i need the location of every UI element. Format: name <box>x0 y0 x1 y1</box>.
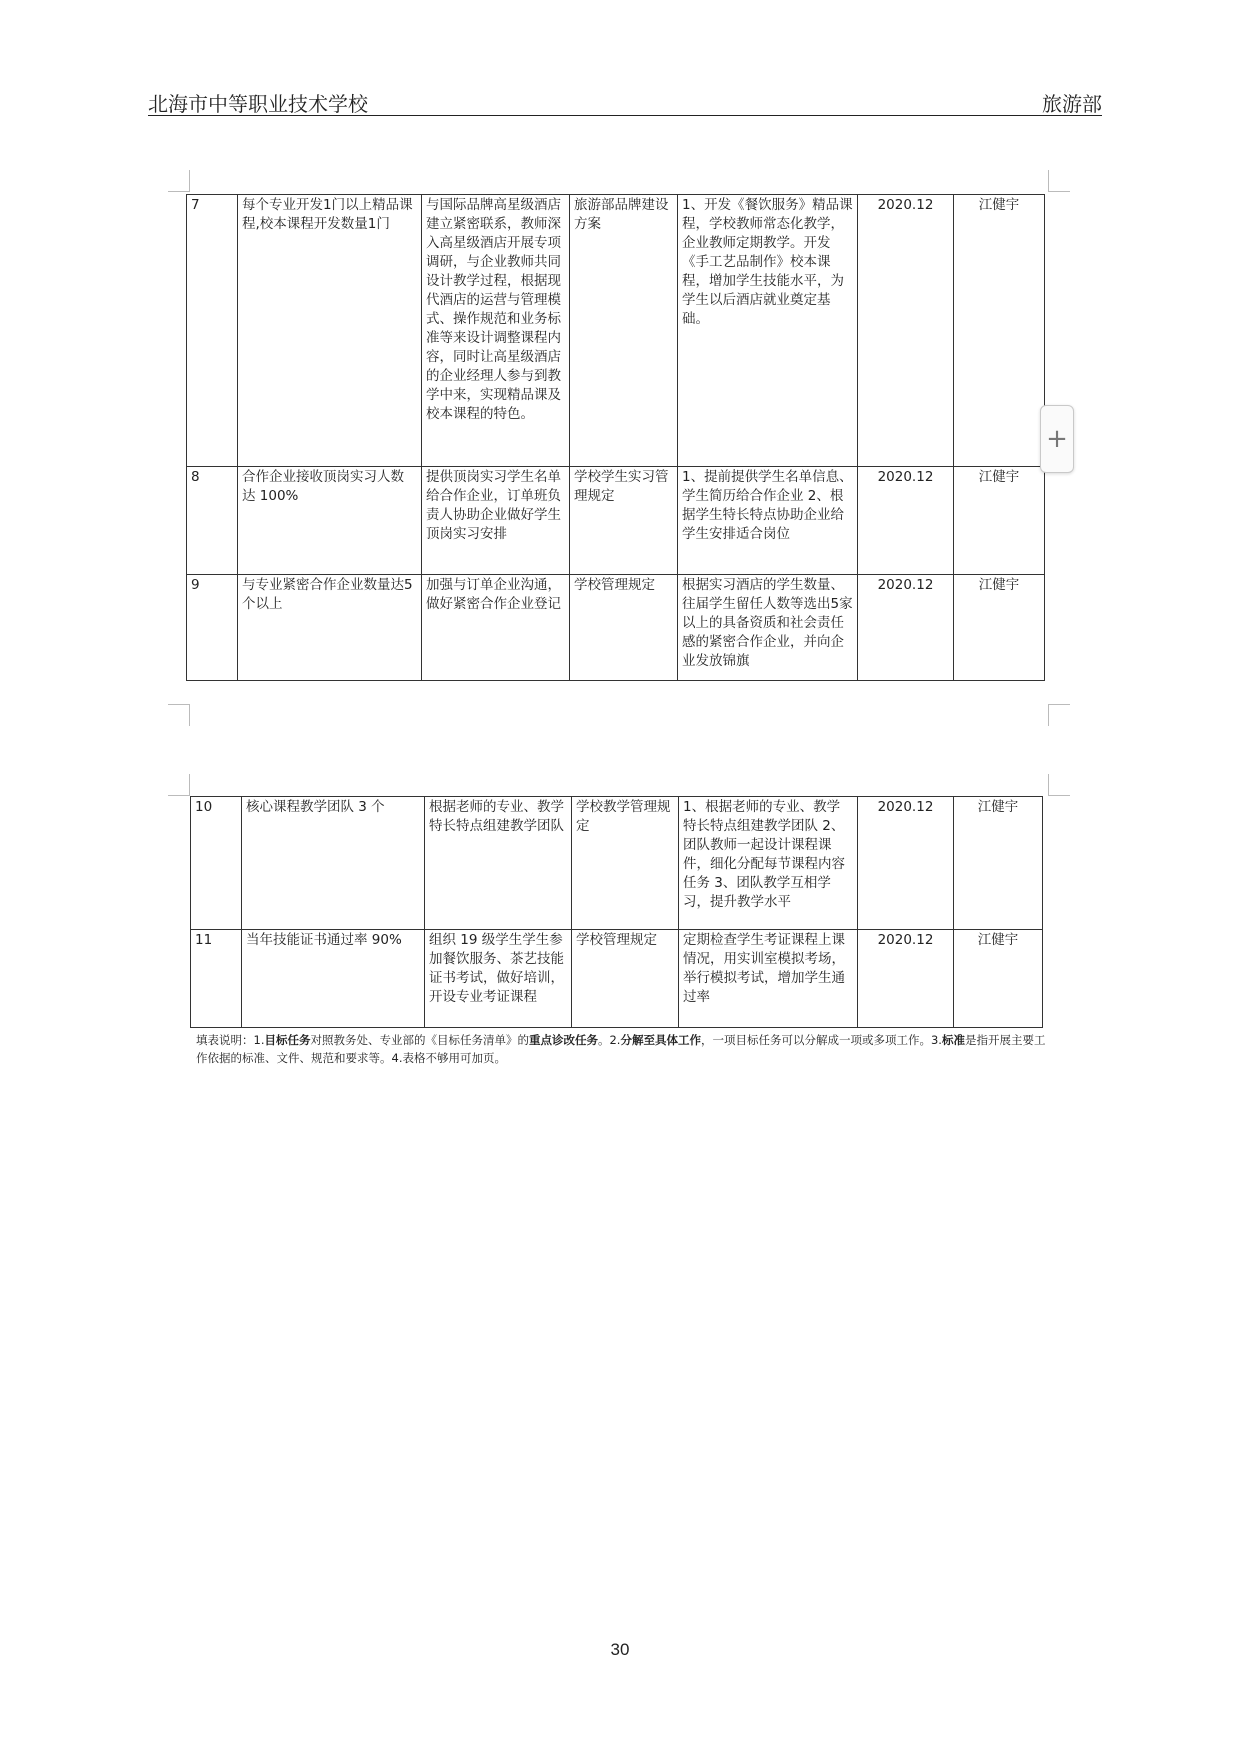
crop-mark-top-right <box>1048 170 1070 192</box>
notes-bold-term: 分解至具体工作 <box>620 1033 701 1047</box>
crop-mark-top-left <box>168 774 190 796</box>
basis-cell: 学校管理规定 <box>572 930 679 1028</box>
main-work-cell: 组织 19 级学生学生参加餐饮服务、茶艺技能证书考试，做好培训，开设专业考证课程 <box>425 930 572 1028</box>
table-row <box>187 467 1045 575</box>
measures-cell: 根据实习酒店的学生数量、往届学生留任人数等选出5家以上的具备资质和社会责任感的紧密合作企业，并向企业发放锦旗 <box>678 575 858 681</box>
row-number: 8 <box>187 467 238 575</box>
measures-cell: 1、根据老师的专业、教学特长特点组建教学团队 2、团队教师一起设计课程课件，细化分配每节课程内容任务 3、团队教学互相学习，提升教学水平 <box>679 797 858 930</box>
responsible-person-cell: 江健宇 <box>954 575 1045 681</box>
target-task-cell: 核心课程教学团队 3 个 <box>242 797 425 930</box>
basis-cell: 旅游部品牌建设方案 <box>570 195 678 467</box>
notes-text: 填表说明：1. <box>196 1033 265 1047</box>
notes-text: 。2. <box>597 1033 621 1047</box>
table-row <box>187 195 1045 467</box>
task-table-section-1 <box>186 194 1045 681</box>
target-task-cell: 合作企业接收顶岗实习人数达 100% <box>238 467 422 575</box>
page-number: 30 <box>610 1640 630 1659</box>
deadline-cell: 2020.12 <box>858 930 954 1028</box>
responsible-person-cell: 江健宇 <box>954 195 1045 467</box>
deadline-cell: 2020.12 <box>858 195 954 467</box>
row-number: 9 <box>187 575 238 681</box>
fill-in-notes <box>196 1031 1056 1067</box>
main-work-cell: 根据老师的专业、教学特长特点组建教学团队 <box>425 797 572 930</box>
basis-cell: 学校教学管理规定 <box>572 797 679 930</box>
main-work-cell: 加强与订单企业沟通，做好紧密合作企业登记 <box>422 575 570 681</box>
row-number: 11 <box>191 930 242 1028</box>
deadline-cell: 2020.12 <box>858 575 954 681</box>
measures-cell: 1、提前提供学生名单信息、学生简历给合作企业 2、根据学生特长特点协助企业给学生安排适合岗位 <box>678 467 858 575</box>
table-row <box>191 930 1043 1028</box>
target-task-cell: 与专业紧密合作企业数量达5个以上 <box>238 575 422 681</box>
add-page-button[interactable] <box>1040 405 1074 473</box>
deadline-cell: 2020.12 <box>858 467 954 575</box>
crop-mark-top-left <box>168 170 190 192</box>
notes-bold-term: 目标任务 <box>264 1033 311 1047</box>
measures-cell: 定期检查学生考证课程上课情况，用实训室模拟考场，举行模拟考试，增加学生通过率 <box>679 930 858 1028</box>
row-number: 10 <box>191 797 242 930</box>
target-task-cell: 当年技能证书通过率 90% <box>242 930 425 1028</box>
plus-icon: + <box>1046 424 1068 454</box>
crop-mark-top-right <box>1048 774 1070 796</box>
deadline-cell: 2020.12 <box>858 797 954 930</box>
row-number: 7 <box>187 195 238 467</box>
page-header <box>148 86 1102 116</box>
responsible-person-cell: 江健宇 <box>954 467 1045 575</box>
basis-cell: 学校学生实习管理规定 <box>570 467 678 575</box>
responsible-person-cell: 江健宇 <box>954 930 1043 1028</box>
main-work-cell: 与国际品牌高星级酒店建立紧密联系，教师深入高星级酒店开展专项调研，与企业教师共同设计教学过程，根据现代酒店的运营与管理模式、操作规范和业务标准等来设计调整课程内容，同时让高星级酒店的企业经理人参与到教学中来，实现精品课及校本课程的特色。 <box>422 195 570 467</box>
notes-bold-term: 标准 <box>941 1033 965 1047</box>
table-row <box>191 797 1043 930</box>
basis-cell: 学校管理规定 <box>570 575 678 681</box>
task-table-section-2 <box>190 796 1043 1028</box>
notes-bold-term: 重点诊改任务 <box>528 1033 598 1047</box>
header-department: 旅游部 <box>1042 92 1102 116</box>
table-row <box>187 575 1045 681</box>
notes-text: ，一项目标任务可以分解成一项或多项工作。3. <box>700 1033 942 1047</box>
main-work-cell: 提供顶岗实习学生名单给合作企业，订单班负责人协助企业做好学生顶岗实习安排 <box>422 467 570 575</box>
notes-text: 对照教务处、专业部的《目标任务清单》的 <box>310 1033 529 1047</box>
crop-mark-bottom-right <box>1048 704 1070 726</box>
target-task-cell: 每个专业开发1门以上精品课程,校本课程开发数量1门 <box>238 195 422 467</box>
crop-mark-bottom-left <box>168 704 190 726</box>
measures-cell: 1、开发《餐饮服务》精品课程，学校教师常态化教学，企业教师定期教学。开发《手工艺品制作》校本课程，增加学生技能水平，为学生以后酒店就业奠定基础。 <box>678 195 858 467</box>
notes-text: 是指开展主要工作依据的标准、文件、规范和要求等。4.表格不够用可加页。 <box>196 1033 1046 1065</box>
responsible-person-cell: 江健宇 <box>954 797 1043 930</box>
header-school-name: 北海市中等职业技术学校 <box>148 92 368 116</box>
